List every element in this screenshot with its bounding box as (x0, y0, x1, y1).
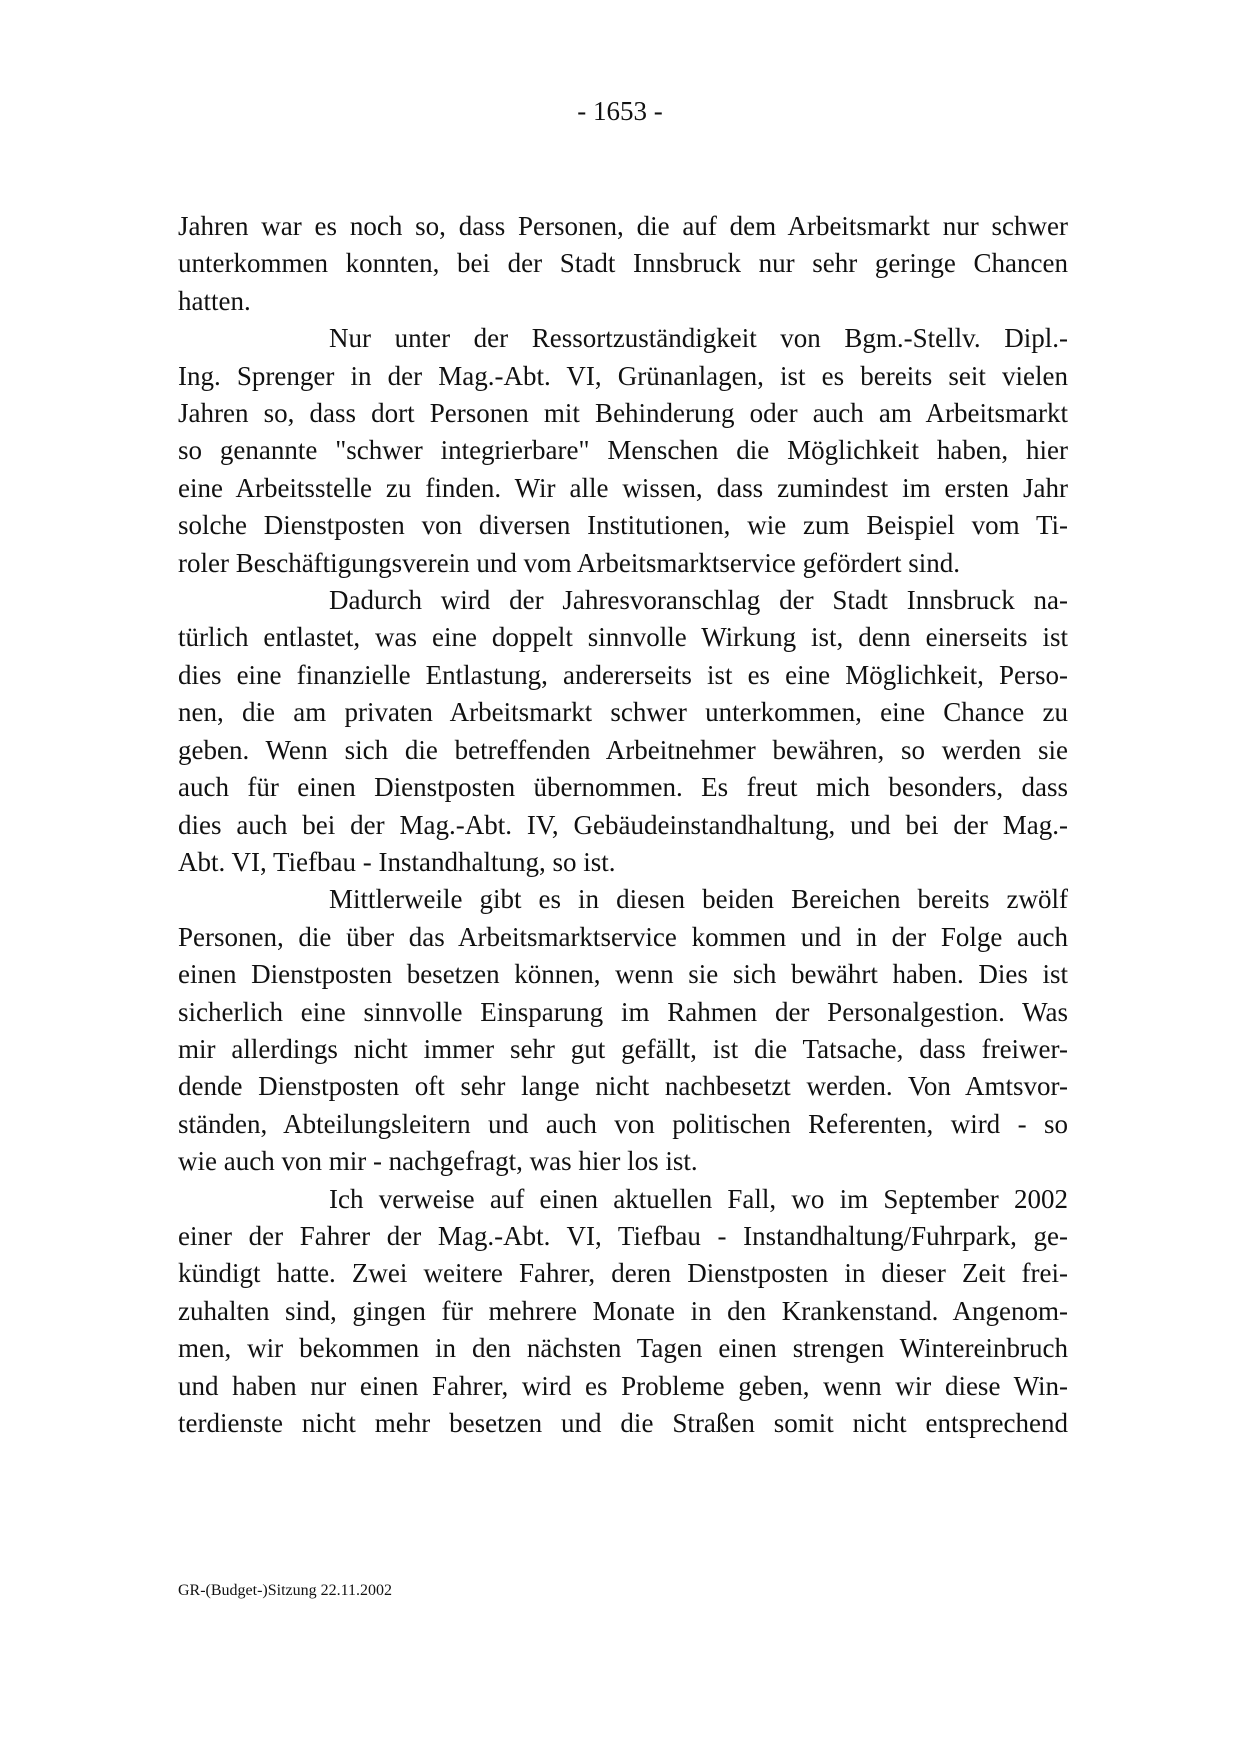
body-text (178, 208, 1068, 1442)
text-line: solche Dienstposten von diversen Institutionen, wie zum Beispiel vom Ti- (178, 510, 1068, 541)
text-line: sicherlich eine sinnvolle Einsparung im Rahmen der Personalgestion. Was (178, 996, 1068, 1027)
text-line: geben. Wenn sich die betreffenden Arbeitnehmer bewähren, so werden sie (178, 734, 1068, 765)
text-line: hatten. (178, 285, 251, 316)
text-line: auch für einen Dienstposten übernommen. Es freut mich besonders, dass (178, 772, 1068, 803)
text-line: dies eine finanzielle Entlastung, andererseits ist es eine Möglichkeit, Perso- (178, 659, 1068, 690)
text-line: kündigt hatte. Zwei weitere Fahrer, deren Dienstposten in dieser Zeit frei- (178, 1258, 1068, 1289)
text-line: einer der Fahrer der Mag.-Abt. VI, Tiefbau - Instandhaltung/Fuhrpark, ge- (178, 1220, 1068, 1251)
text-line: Personen, die über das Arbeitsmarktservice kommen und in der Folge auch (178, 921, 1068, 952)
footer-session-date: GR-(Budget-)Sitzung 22.11.2002 (178, 1582, 393, 1599)
page-number: - 1653 - (577, 96, 663, 126)
text-line: unterkommen konnten, bei der Stadt Innsbruck nur sehr geringe Chancen (178, 248, 1068, 279)
text-line: terdienste nicht mehr besetzen und die Straßen somit nicht entsprechend (178, 1408, 1068, 1438)
text-line: dies auch bei der Mag.-Abt. IV, Gebäudeinstandhaltung, und bei der Mag.- (178, 809, 1068, 840)
text-line: Abt. VI, Tiefbau - Instandhaltung, so ist. (178, 846, 616, 877)
text-line: Ing. Sprenger in der Mag.-Abt. VI, Grünanlagen, ist es bereits seit vielen (178, 360, 1068, 391)
text-line: Mittlerweile gibt es in diesen beiden Bereichen bereits zwölf (329, 884, 1068, 915)
text-line: wie auch von mir - nachgefragt, was hier los ist. (178, 1146, 698, 1177)
text-line: so genannte "schwer integrierbare" Menschen die Möglichkeit haben, hier (178, 435, 1068, 466)
text-line: zuhalten sind, gingen für mehrere Monate in den Krankenstand. Angenom- (178, 1295, 1068, 1326)
text-line: und haben nur einen Fahrer, wird es Probleme geben, wenn wir diese Win- (178, 1370, 1068, 1401)
text-line: ständen, Abteilungsleitern und auch von politischen Referenten, wird - so (178, 1108, 1068, 1139)
text-line: einen Dienstposten besetzen können, wenn sie sich bewährt haben. Dies ist (178, 959, 1068, 990)
text-line: Dadurch wird der Jahresvoranschlag der Stadt Innsbruck na- (329, 585, 1068, 616)
text-line: Nur unter der Ressortzuständigkeit von Bgm.-Stellv. Dipl.- (329, 323, 1068, 354)
text-line: dende Dienstposten oft sehr lange nicht nachbesetzt werden. Von Amtsvor- (178, 1071, 1068, 1102)
text-line: Jahren war es noch so, dass Personen, die auf dem Arbeitsmarkt nur schwer (178, 211, 1068, 241)
text-line: men, wir bekommen in den nächsten Tagen einen strengen Wintereinbruch (178, 1333, 1068, 1364)
text-line: nen, die am privaten Arbeitsmarkt schwer unterkommen, eine Chance zu (178, 697, 1068, 728)
text-line: türlich entlastet, was eine doppelt sinnvolle Wirkung ist, denn einerseits ist (178, 622, 1068, 653)
text-line: roler Beschäftigungsverein und vom Arbeitsmarktservice gefördert sind. (178, 547, 961, 578)
text-line: mir allerdings nicht immer sehr gut gefällt, ist die Tatsache, dass freiwer- (178, 1033, 1068, 1064)
text-line: eine Arbeitsstelle zu finden. Wir alle wissen, dass zumindest im ersten Jahr (178, 472, 1068, 503)
text-line: Jahren so, dass dort Personen mit Behinderung oder auch am Arbeitsmarkt (178, 398, 1068, 429)
text-line: Ich verweise auf einen aktuellen Fall, wo im September 2002 (329, 1183, 1068, 1214)
